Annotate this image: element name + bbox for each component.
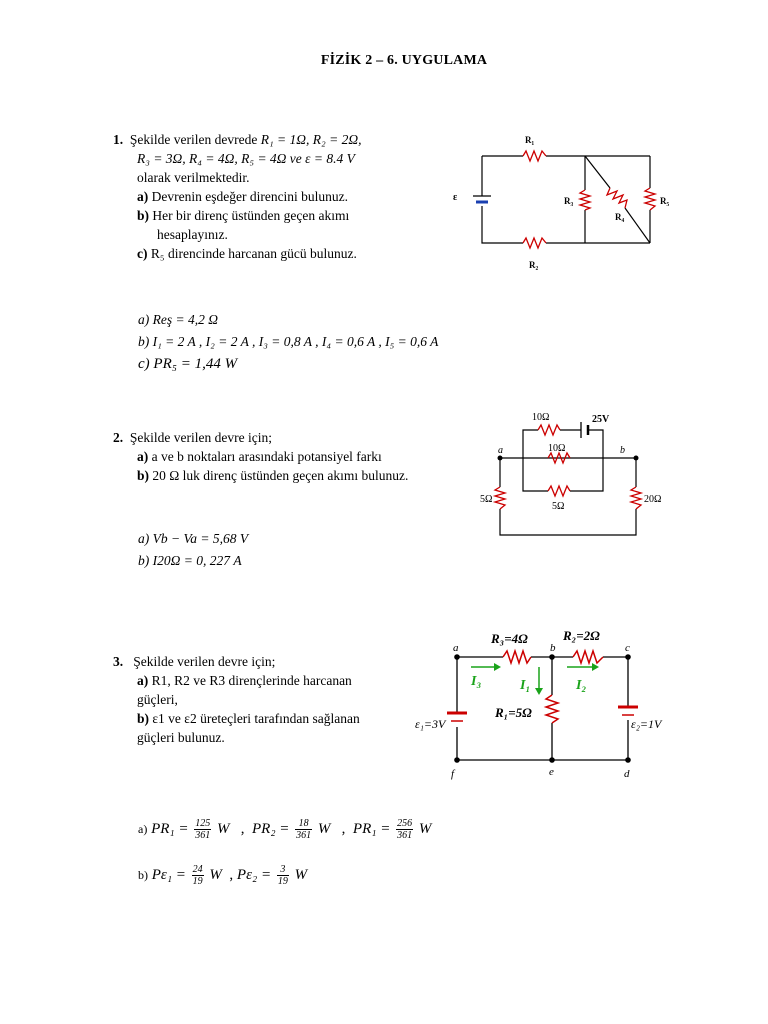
q1-label-r2: R₂	[529, 260, 539, 270]
fraction-denominator: 361	[296, 830, 312, 842]
q3-node-b: b	[550, 642, 556, 654]
q3-a-term-1-label: PR₁	[151, 821, 175, 837]
q3-answer-a: a) PR₁ = $\frac{125}{361}$ W , PR₂ = $\frac{18}{361}$ W , PR₁ = $\frac{256}{361}$ W	[138, 818, 432, 842]
q3-label-e1: ε₁=3V	[415, 717, 446, 731]
question-number: 3.	[113, 654, 124, 669]
q2-a-label: a)	[137, 449, 149, 464]
q1-r3-resistor	[580, 190, 590, 210]
q2-answer-a: a) Vb − Va = 5,68 V	[138, 531, 249, 546]
q3-r1-resistor	[546, 695, 558, 723]
q1-c-text: R₅ direncinde harcanan gücü bulunuz.	[150, 246, 357, 261]
q3-a-text1: R1, R2 ve R3 dirençlerinde harcanan	[151, 673, 352, 688]
fraction-denominator: 361	[195, 830, 211, 842]
q1-answer-c: c) PR₅ = 1,44 W	[138, 356, 238, 372]
q1-r1-resistor	[523, 151, 546, 161]
q3-label-r2: R₂=2Ω	[563, 628, 600, 643]
q3-node-f: f	[451, 768, 455, 780]
q1-label-emf: ε	[453, 192, 458, 203]
fraction-denominator: 19	[277, 876, 288, 888]
q1-label-r1: R₁	[525, 135, 535, 145]
q2-label-r-inner: 5Ω	[552, 501, 565, 512]
page-title: FİZİK 2 – 6. UYGULAMA	[320, 53, 488, 68]
q1-answers	[138, 309, 438, 375]
q3-a-text2: güçleri,	[137, 692, 178, 707]
q3-a-term-1: PR₁ = $\frac{125}{361}$ W	[151, 818, 230, 842]
unit: W	[317, 821, 331, 837]
question-2	[113, 428, 473, 485]
q1-a-label: a)	[137, 189, 149, 204]
q1-answer-b: b) I₁ = 2 A , I₂ = 2 A , I₃ = 0,8 A , I₄ = 0,6 A , I₅ = 0,6 A	[138, 334, 439, 349]
q1-circuit-diagram	[445, 128, 685, 278]
q3-b-label: b)	[137, 711, 150, 726]
q3-answer-b-prefix: b)	[138, 868, 148, 882]
q2-label-r-left: 5Ω	[480, 494, 493, 505]
q2-answers	[138, 528, 248, 572]
fraction-numerator: 18	[295, 818, 312, 830]
q1-b-text2: hesaplayınız.	[157, 227, 228, 242]
fraction-numerator: 3	[277, 864, 289, 876]
q2-answer-b: b) I20Ω = 0, 227 A	[138, 553, 242, 568]
q3-b-term-2-label: Pε₂	[236, 867, 258, 883]
q1-label-r4: R₄	[615, 212, 625, 222]
fraction-denominator: 361	[397, 830, 413, 842]
q1-answer-a: a) Reş = 4,2 Ω	[138, 312, 218, 327]
q2-b-text: 20 Ω luk direnç üstünden geçen akımı bulunuz.	[152, 468, 409, 483]
q1-c-label: c)	[137, 246, 148, 261]
q1-r4-resistor	[607, 188, 627, 208]
q2-label-r-right: 20Ω	[644, 494, 662, 505]
q3-node-a: a	[453, 642, 459, 654]
unit: W	[217, 821, 230, 837]
q3-label-r3: R₃=4Ω	[491, 631, 528, 646]
q3-label-e2: ε₂=1V	[631, 717, 662, 731]
q2-r-left	[495, 487, 505, 509]
q1-line1-values: R₁ = 1Ω, R₂ = 2Ω,	[260, 132, 362, 147]
q2-b-label: b)	[137, 468, 150, 483]
question-number: 2.	[113, 430, 124, 445]
q1-r5-resistor	[645, 188, 655, 210]
q3-b-term-1: Pε₁ = $\frac{24}{19}$ W	[151, 864, 222, 888]
q3-b-term-1-label: Pε₁	[151, 867, 173, 883]
q3-label-r1: R₁=5Ω	[495, 705, 532, 720]
q2-r-inner	[548, 486, 570, 496]
q2-label-emf: 25V	[592, 414, 610, 425]
q2-a-text: a ve b noktaları arasındaki potansiyel farkı	[151, 449, 382, 464]
fraction-numerator: 125	[195, 818, 211, 830]
q3-a-term-2-label: PR₂	[252, 821, 276, 837]
q1-a-text: Devrenin eşdeğer direncini bulunuz.	[151, 189, 349, 204]
question-number: 1.	[113, 132, 124, 147]
q2-line1: Şekilde verilen devre için;	[129, 430, 272, 445]
q3-a-term-2: PR₂ = $\frac{18}{361}$ W	[252, 818, 331, 842]
q1-line3: olarak verilmektedir.	[137, 170, 250, 185]
unit: W	[418, 821, 432, 837]
q3-line1: Şekilde verilen devre için;	[133, 654, 276, 669]
q1-line1-prefix: Şekilde verilen devrede	[129, 132, 258, 147]
q3-node-d: d	[624, 768, 630, 780]
q3-answer-a-prefix: a)	[138, 822, 148, 836]
q1-r2-resistor	[523, 238, 546, 248]
q3-label-i3: I₃	[471, 674, 482, 689]
q3-a-label: a)	[137, 673, 149, 688]
q3-b-text1: ε1 ve ε2 üreteçleri tarafından sağlanan	[152, 711, 360, 726]
q3-a-term-3: PR₁ = $\frac{256}{361}$ W	[352, 818, 432, 842]
unit: W	[294, 867, 308, 883]
q2-node-b: b	[620, 445, 625, 456]
q3-circuit-diagram	[413, 625, 675, 783]
q3-r2-resistor	[573, 651, 603, 663]
q3-answer-b: b) Pε₁ = $\frac{24}{19}$ W , Pε₂ = $\frac{3}{19}$ W	[138, 864, 308, 888]
q3-r3-resistor	[503, 651, 531, 663]
q2-r-top	[538, 425, 560, 435]
q1-b-text1: Her bir direnç üstünden geçen akımı	[152, 208, 350, 223]
q2-label-r-mid: 10Ω	[548, 443, 566, 454]
q3-node-e: e	[549, 766, 554, 778]
q1-label-r3: R₃	[564, 196, 574, 206]
q2-r-right	[631, 487, 641, 509]
question-1	[113, 130, 438, 263]
q1-b-label: b)	[137, 208, 150, 223]
q3-node-c: c	[625, 642, 630, 654]
q1-line2: R₃ = 3Ω, R₄ = 4Ω, R₅ = 4Ω ve ε = 8.4 V	[137, 151, 355, 166]
q2-label-r-top: 10Ω	[532, 412, 550, 423]
q3-label-i1: I₁	[520, 678, 531, 693]
question-3	[113, 652, 403, 747]
q3-label-i2: I₂	[576, 678, 587, 693]
q3-b-term-2: Pε₂ = $\frac{3}{19}$ W	[236, 864, 308, 888]
q1-label-r5: R₅	[660, 196, 670, 206]
fraction-numerator: 24	[192, 864, 203, 876]
fraction-denominator: 19	[192, 876, 203, 888]
q2-node-a: a	[498, 445, 503, 456]
fraction-numerator: 256	[397, 818, 413, 830]
q3-b-text2: güçleri bulunuz.	[137, 730, 225, 745]
q3-a-term-3-label: PR₁	[352, 821, 377, 837]
q2-circuit-diagram	[478, 405, 678, 540]
unit: W	[209, 867, 222, 883]
